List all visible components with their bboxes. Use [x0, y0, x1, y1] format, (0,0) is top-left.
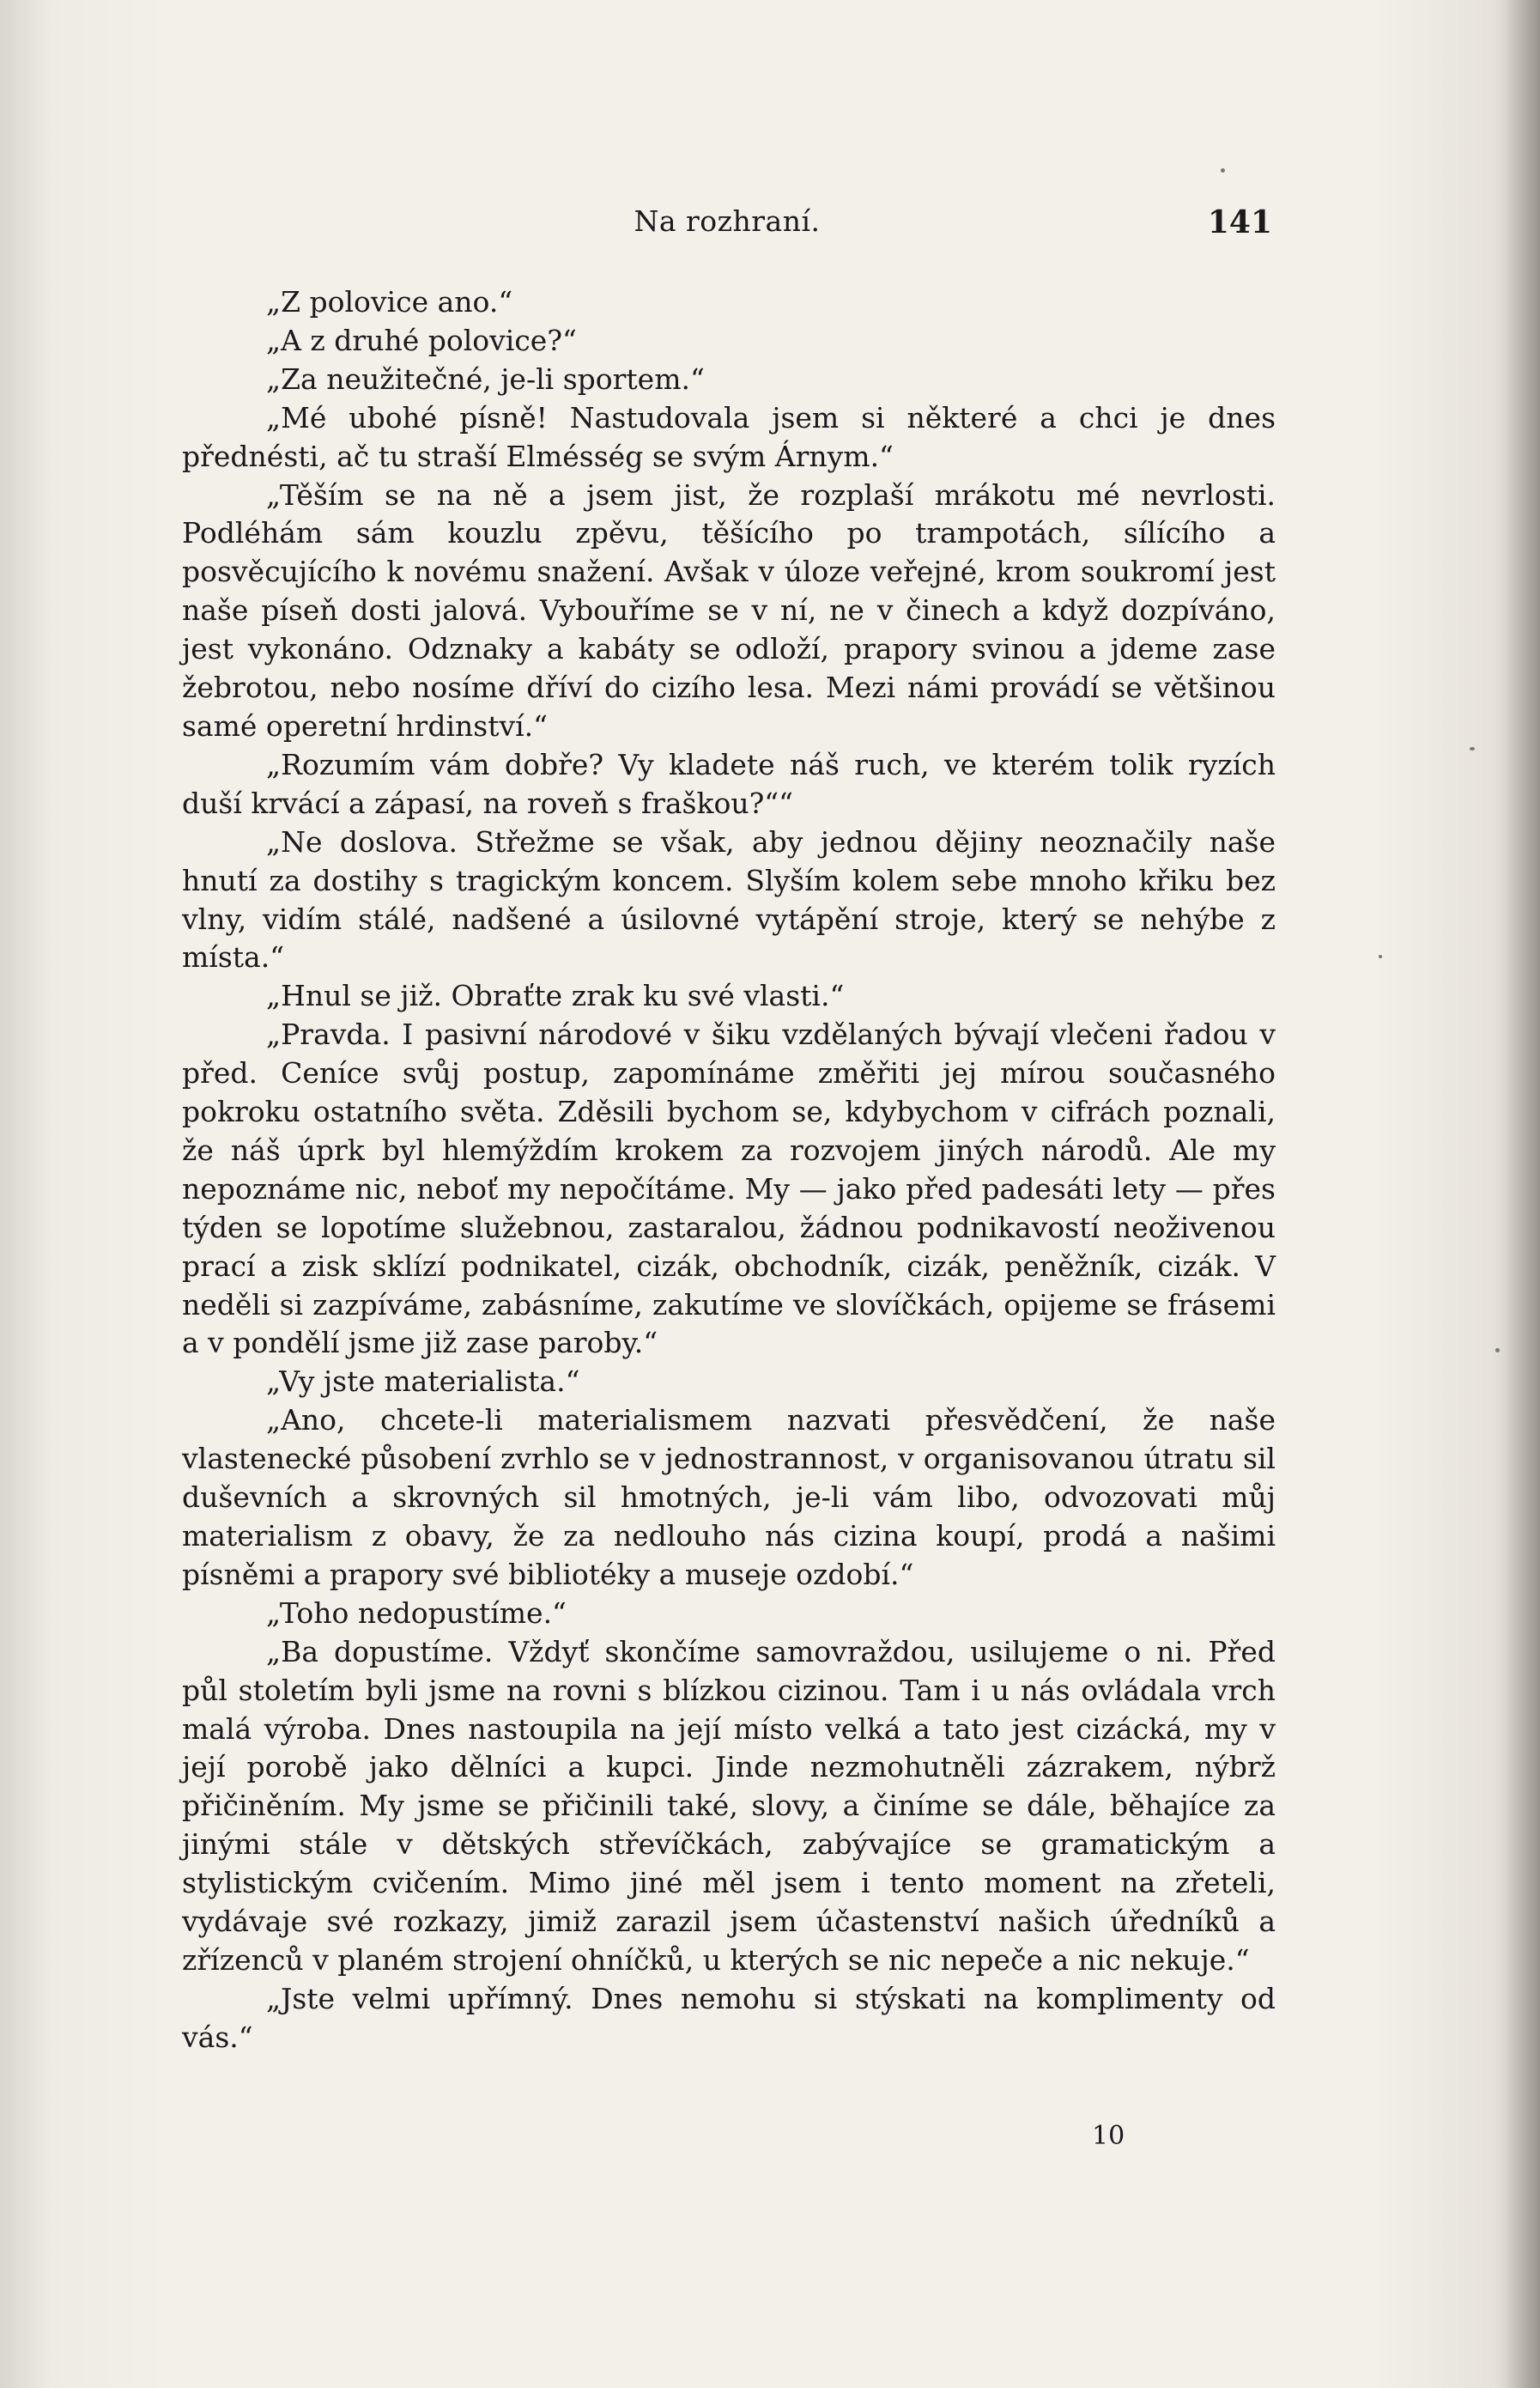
paragraph: „Vy jste materialista.“	[266, 1364, 580, 1399]
paragraph: „Hnul se již. Obraťte zrak ku své vlasti.“	[266, 979, 845, 1013]
paragraph: „Pravda. I pasivní národové v šiku vzdělaných bývají vlečeni řadou v před. Ceníce svůj postup, zapomínáme změřiti jej mírou současného pokroku ostatního světa. Zděsili bychom se, kdybychom v cifrách poznali, že náš úprk byl hlemýždím krokem za rozvojem jiných národů. Ale my nepoznáme nic, neboť my nepočítáme. My — jako před padesáti lety — přes týden se lopotíme služebnou, zastaralou, žádnou podnikavostí neoživenou prací a zisk sklízí podnikatel, cizák, obchodník, cizák, peněžník, cizák. V neděli si zazpíváme, zabásníme, zakutíme ve slovíčkách, opijeme se frásemi a v pondělí jsme již zase paroby.“	[182, 1018, 1276, 1360]
signature-mark: 10	[1092, 2121, 1125, 2151]
running-title: Na rozhraní.	[634, 204, 821, 238]
paragraph: „Ne doslova. Střežme se však, aby jednou dějiny neoznačily naše hnutí za dostihy s tragickým koncem. Slyším kolem sebe mnoho křiku bez vlny, vidím stálé, nadšené a úsilovné vytápění stroje, který se nehýbe z místa.“	[182, 824, 1276, 975]
page-number: 141	[1207, 204, 1272, 240]
paragraph: „A z druhé polovice?“	[266, 323, 577, 357]
paper-speck	[1470, 747, 1475, 750]
paragraph: „Ano, chcete-li materialismem nazvati přesvědčení, že naše vlastenecké působení zvrhlo se v jednostrannost, v organisovanou útratu sil duševních a skrovných sil hmotných, je-li vám libo, odvozovati můj materialism z obavy, že za nedlouho nás cizina koupí, prodá a našimi písněmi a prapory své bibliotéky a museje ozdobí.“	[182, 1403, 1276, 1591]
paragraph: „Z polovice ano.“	[266, 285, 513, 319]
page-edge-shadow	[1506, 0, 1540, 2388]
paragraph: „Mé ubohé písně! Nastudovala jsem si některé a chci je dnes přednésti, ač tu straší Elmésség se svým Árnym.“	[182, 400, 1276, 473]
paper-speck	[1221, 168, 1225, 173]
paper-speck	[1379, 955, 1382, 958]
paragraph: „Ba dopustíme. Vždyť skončíme samovraždou, usilujeme o ni. Před půl stoletím byli jsme na rovni s blízkou cizinou. Tam i u nás ovládala vrch malá výroba. Dnes nastoupila na její místo velká a tato jest cizácká, my v její porobě jako dělníci a kupci. Jinde nezmohutněli zázrakem, nýbrž přičiněním. My jsme se přičinili také, slovy, a činíme se dále, běhajíce za jinými stále v dětských střevíčkách, zabývajíce se gramatickým a stylistickým cvičením. Mimo jiné měl jsem i tento moment na zřeteli, vydávaje své rozkazy, jimiž zarazil jsem účastenství našich úředníků a zřízenců v planém strojení ohníčků, u kterých se nic nepeče a nic nekuje.“	[182, 1634, 1276, 1977]
page-header	[182, 204, 1272, 247]
paragraph: „Těším se na ně a jsem jist, že rozplaší mrákotu mé nevrlosti. Podléhám sám kouzlu zpěvu, těšícího po trampotách, sílícího a posvěcujícího k novému snažení. Avšak v úloze veřejné, krom soukromí jest naše píseň dosti jalová. Vybouříme se v ní, ne v činech a když dozpíváno, jest vykonáno. Odznaky a kabáty se odloží, prapory svinou a jdeme zase žebrotou, nebo nosíme dříví do cizího lesa. Mezi námi provádí se většinou samé operetní hrdinství.“	[182, 477, 1276, 743]
paragraph: „Rozumím vám dobře? Vy kladete náš ruch, ve kterém tolik ryzích duší krvácí a zápasí, na roveň s fraškou?““	[182, 747, 1276, 820]
paper-speck	[1495, 1348, 1500, 1352]
paragraph: „Jste velmi upřímný. Dnes nemohu si stýskati na komplimenty od vás.“	[182, 1981, 1276, 2054]
paragraph: „Za neužitečné, je-li sportem.“	[266, 362, 705, 396]
body-text	[182, 283, 1276, 2057]
paragraph: „Toho nedopustíme.“	[266, 1595, 567, 1630]
